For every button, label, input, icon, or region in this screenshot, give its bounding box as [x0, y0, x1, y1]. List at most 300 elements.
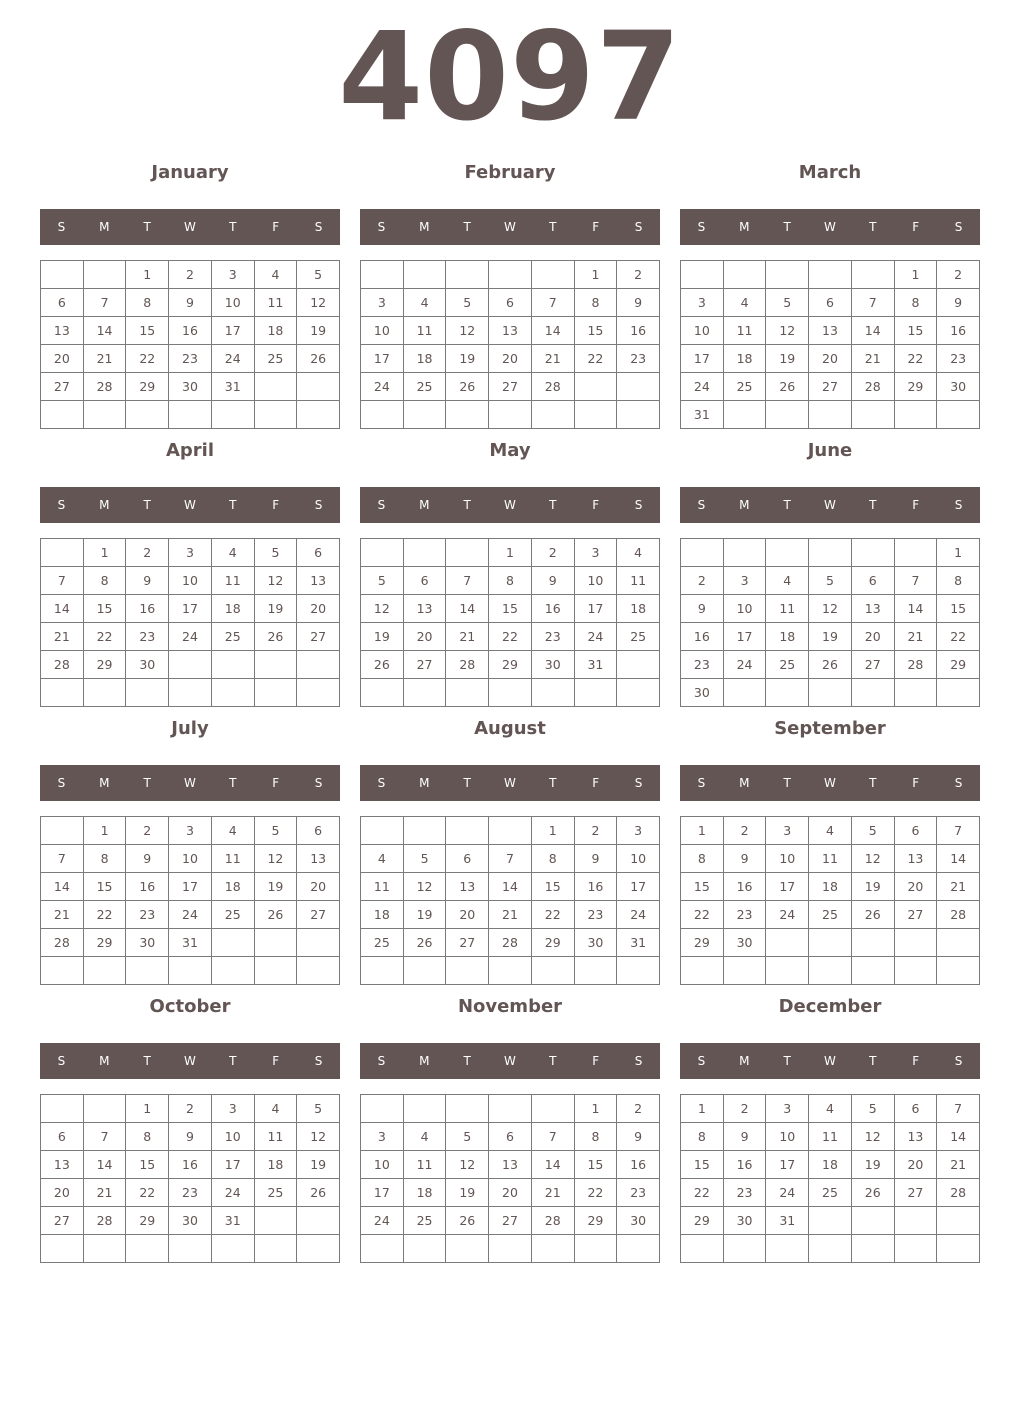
day-cell: 3	[169, 539, 212, 567]
weekday-label: W	[504, 776, 516, 790]
day-cell: 10	[766, 1123, 809, 1151]
day-cell: 5	[766, 289, 809, 317]
empty-cell	[361, 261, 404, 289]
day-cell: 2	[169, 1095, 212, 1123]
weekday-label: S	[634, 776, 643, 790]
day-cell: 26	[809, 651, 852, 679]
day-cell: 12	[361, 595, 404, 623]
empty-cell	[297, 373, 340, 401]
day-cell: 13	[489, 1151, 532, 1179]
day-cell: 22	[84, 901, 127, 929]
day-cell: 19	[255, 595, 298, 623]
day-cell: 23	[617, 1179, 660, 1207]
weekday-label: F	[272, 498, 280, 512]
day-cell: 21	[852, 345, 895, 373]
empty-cell	[361, 817, 404, 845]
day-cell: 15	[126, 317, 169, 345]
day-cell: 3	[575, 539, 618, 567]
empty-cell	[852, 261, 895, 289]
day-cell: 14	[532, 317, 575, 345]
weekday-label: F	[912, 776, 920, 790]
day-cell: 27	[489, 1207, 532, 1235]
day-cell: 14	[41, 595, 84, 623]
day-cell: 17	[575, 595, 618, 623]
day-cell: 18	[361, 901, 404, 929]
day-cell: 5	[297, 1095, 340, 1123]
day-cell: 11	[809, 1123, 852, 1151]
weekday-header	[680, 487, 980, 523]
month-name: March	[798, 162, 862, 183]
empty-cell	[84, 679, 127, 707]
weekday-label: F	[912, 498, 920, 512]
day-cell: 16	[724, 873, 767, 901]
weekday-label: T	[783, 1054, 791, 1068]
empty-cell	[446, 1095, 489, 1123]
empty-cell	[297, 1235, 340, 1263]
empty-cell	[446, 539, 489, 567]
weekday-header	[40, 209, 340, 245]
day-cell: 21	[84, 1179, 127, 1207]
weekday-label: T	[783, 498, 791, 512]
weekday-label: S	[377, 776, 386, 790]
day-cell: 6	[41, 1123, 84, 1151]
day-cell: 9	[169, 1123, 212, 1151]
day-cell: 16	[169, 1151, 212, 1179]
day-cell: 1	[84, 539, 127, 567]
day-cell: 22	[84, 623, 127, 651]
day-cell: 8	[84, 845, 127, 873]
weekday-label: S	[314, 776, 323, 790]
day-cell: 5	[361, 567, 404, 595]
empty-cell	[575, 1235, 618, 1263]
day-cell: 4	[212, 817, 255, 845]
weekday-label: M	[99, 498, 110, 512]
day-cell: 12	[852, 845, 895, 873]
day-cell: 28	[532, 1207, 575, 1235]
day-cell: 16	[724, 1151, 767, 1179]
day-cell: 28	[446, 651, 489, 679]
weekday-label: W	[824, 1054, 836, 1068]
day-cell: 30	[169, 1207, 212, 1235]
empty-cell	[895, 679, 938, 707]
day-cell: 2	[617, 261, 660, 289]
empty-cell	[766, 261, 809, 289]
day-cell: 28	[84, 1207, 127, 1235]
day-cell: 1	[532, 817, 575, 845]
day-cell: 29	[126, 1207, 169, 1235]
day-cell: 25	[724, 373, 767, 401]
empty-cell	[446, 1235, 489, 1263]
day-cell: 25	[255, 1179, 298, 1207]
day-cell: 28	[937, 1179, 980, 1207]
weekday-label: T	[143, 220, 151, 234]
day-cell: 15	[681, 1151, 724, 1179]
weekday-label: S	[57, 220, 66, 234]
day-cell: 12	[766, 317, 809, 345]
weekday-label: W	[504, 498, 516, 512]
weekday-label: S	[954, 776, 963, 790]
empty-cell	[41, 817, 84, 845]
day-cell: 8	[575, 289, 618, 317]
day-cell: 2	[937, 261, 980, 289]
empty-cell	[617, 651, 660, 679]
day-cell: 17	[724, 623, 767, 651]
day-cell: 27	[41, 1207, 84, 1235]
day-cell: 25	[255, 345, 298, 373]
empty-cell	[489, 1235, 532, 1263]
empty-cell	[681, 957, 724, 985]
month-august	[360, 712, 660, 985]
day-cell: 9	[532, 567, 575, 595]
day-cell: 21	[446, 623, 489, 651]
day-cell: 29	[575, 1207, 618, 1235]
day-cell: 26	[297, 1179, 340, 1207]
day-cell: 22	[532, 901, 575, 929]
day-cell: 21	[937, 873, 980, 901]
empty-cell	[532, 261, 575, 289]
weekday-label: W	[824, 776, 836, 790]
empty-cell	[169, 957, 212, 985]
day-cell: 23	[126, 623, 169, 651]
empty-cell	[895, 1235, 938, 1263]
day-cell: 22	[575, 1179, 618, 1207]
day-cell: 10	[724, 595, 767, 623]
empty-cell	[937, 401, 980, 429]
day-cell: 7	[84, 289, 127, 317]
empty-cell	[937, 1207, 980, 1235]
day-cell: 7	[852, 289, 895, 317]
day-cell: 31	[212, 373, 255, 401]
day-cell: 6	[297, 539, 340, 567]
day-cell: 12	[297, 289, 340, 317]
day-cell: 23	[532, 623, 575, 651]
day-cell: 5	[255, 539, 298, 567]
day-cell: 9	[937, 289, 980, 317]
day-cell: 19	[446, 1179, 489, 1207]
weekday-label: F	[912, 220, 920, 234]
day-cell: 6	[809, 289, 852, 317]
day-cell: 6	[297, 817, 340, 845]
empty-cell	[575, 401, 618, 429]
day-cell: 30	[937, 373, 980, 401]
day-cell: 7	[532, 1123, 575, 1151]
day-cell: 12	[404, 873, 447, 901]
day-cell: 8	[937, 567, 980, 595]
day-cell: 8	[126, 289, 169, 317]
day-cell: 13	[41, 1151, 84, 1179]
day-cell: 9	[724, 1123, 767, 1151]
empty-cell	[852, 929, 895, 957]
empty-cell	[575, 679, 618, 707]
empty-cell	[532, 679, 575, 707]
day-cell: 17	[212, 317, 255, 345]
empty-cell	[404, 401, 447, 429]
day-cell: 2	[126, 539, 169, 567]
day-cell: 9	[169, 289, 212, 317]
empty-cell	[809, 929, 852, 957]
day-cell: 7	[84, 1123, 127, 1151]
empty-cell	[532, 1235, 575, 1263]
day-cell: 31	[681, 401, 724, 429]
weekday-label: W	[504, 220, 516, 234]
day-cell: 1	[895, 261, 938, 289]
empty-cell	[937, 957, 980, 985]
weekday-label: S	[57, 1054, 66, 1068]
empty-cell	[724, 957, 767, 985]
day-cell: 4	[766, 567, 809, 595]
day-cell: 18	[809, 873, 852, 901]
weekday-label: W	[504, 1054, 516, 1068]
day-grid	[360, 538, 660, 707]
day-cell: 1	[575, 261, 618, 289]
day-cell: 27	[852, 651, 895, 679]
empty-cell	[852, 957, 895, 985]
day-cell: 8	[84, 567, 127, 595]
empty-cell	[575, 957, 618, 985]
weekday-label: M	[419, 220, 430, 234]
empty-cell	[489, 957, 532, 985]
empty-cell	[766, 1235, 809, 1263]
day-cell: 19	[255, 873, 298, 901]
empty-cell	[404, 539, 447, 567]
day-cell: 14	[41, 873, 84, 901]
weekday-label: T	[549, 220, 557, 234]
empty-cell	[617, 373, 660, 401]
empty-cell	[361, 539, 404, 567]
day-cell: 5	[852, 817, 895, 845]
day-cell: 7	[489, 845, 532, 873]
day-cell: 11	[212, 567, 255, 595]
day-cell: 10	[617, 845, 660, 873]
empty-cell	[724, 401, 767, 429]
weekday-label: M	[99, 220, 110, 234]
day-cell: 12	[255, 845, 298, 873]
day-cell: 9	[575, 845, 618, 873]
weekday-label: M	[739, 776, 750, 790]
day-cell: 27	[895, 901, 938, 929]
weekday-label: S	[57, 776, 66, 790]
weekday-header	[360, 765, 660, 801]
weekday-label: W	[824, 498, 836, 512]
day-cell: 5	[809, 567, 852, 595]
day-cell: 18	[809, 1151, 852, 1179]
weekday-header	[360, 1043, 660, 1079]
empty-cell	[446, 261, 489, 289]
day-cell: 31	[766, 1207, 809, 1235]
weekday-label: S	[377, 220, 386, 234]
day-cell: 8	[126, 1123, 169, 1151]
empty-cell	[681, 261, 724, 289]
day-grid	[40, 538, 340, 707]
weekday-label: T	[783, 220, 791, 234]
day-cell: 4	[809, 817, 852, 845]
day-cell: 29	[681, 1207, 724, 1235]
weekday-label: T	[143, 498, 151, 512]
weekday-header	[680, 765, 980, 801]
empty-cell	[446, 679, 489, 707]
empty-cell	[41, 261, 84, 289]
empty-cell	[766, 401, 809, 429]
empty-cell	[809, 679, 852, 707]
day-cell: 22	[895, 345, 938, 373]
day-cell: 3	[724, 567, 767, 595]
day-cell: 7	[532, 289, 575, 317]
day-cell: 4	[617, 539, 660, 567]
day-cell: 20	[489, 1179, 532, 1207]
day-cell: 23	[169, 1179, 212, 1207]
day-cell: 14	[84, 317, 127, 345]
weekday-label: F	[592, 1054, 600, 1068]
day-cell: 19	[297, 1151, 340, 1179]
day-cell: 26	[446, 373, 489, 401]
month-name: September	[774, 718, 886, 739]
empty-cell	[724, 261, 767, 289]
empty-cell	[404, 679, 447, 707]
weekday-label: M	[99, 776, 110, 790]
day-cell: 22	[126, 1179, 169, 1207]
day-cell: 11	[255, 1123, 298, 1151]
weekday-header	[360, 209, 660, 245]
day-cell: 5	[255, 817, 298, 845]
day-cell: 14	[84, 1151, 127, 1179]
empty-cell	[297, 1207, 340, 1235]
empty-cell	[126, 679, 169, 707]
weekday-label: T	[869, 776, 877, 790]
day-cell: 15	[575, 317, 618, 345]
day-cell: 18	[404, 1179, 447, 1207]
empty-cell	[446, 401, 489, 429]
empty-cell	[724, 1235, 767, 1263]
empty-cell	[937, 679, 980, 707]
day-cell: 26	[852, 901, 895, 929]
empty-cell	[681, 539, 724, 567]
day-cell: 11	[255, 289, 298, 317]
day-cell: 18	[212, 595, 255, 623]
day-cell: 16	[169, 317, 212, 345]
empty-cell	[809, 401, 852, 429]
day-cell: 20	[895, 873, 938, 901]
empty-cell	[532, 957, 575, 985]
empty-cell	[446, 957, 489, 985]
empty-cell	[937, 929, 980, 957]
month-november	[360, 990, 660, 1263]
empty-cell	[766, 539, 809, 567]
empty-cell	[895, 957, 938, 985]
day-cell: 3	[681, 289, 724, 317]
day-cell: 13	[809, 317, 852, 345]
empty-cell	[937, 1235, 980, 1263]
day-cell: 16	[575, 873, 618, 901]
empty-cell	[255, 929, 298, 957]
day-cell: 19	[852, 873, 895, 901]
weekday-label: W	[184, 776, 196, 790]
day-cell: 22	[489, 623, 532, 651]
day-cell: 18	[766, 623, 809, 651]
weekday-label: S	[954, 1054, 963, 1068]
day-cell: 24	[681, 373, 724, 401]
weekday-label: S	[697, 220, 706, 234]
weekday-label: T	[463, 776, 471, 790]
empty-cell	[255, 1235, 298, 1263]
empty-cell	[852, 539, 895, 567]
day-cell: 19	[852, 1151, 895, 1179]
day-grid	[360, 1094, 660, 1263]
weekday-label: W	[184, 498, 196, 512]
day-cell: 5	[852, 1095, 895, 1123]
weekday-label: S	[634, 498, 643, 512]
day-cell: 4	[361, 845, 404, 873]
day-cell: 27	[809, 373, 852, 401]
day-cell: 16	[126, 595, 169, 623]
day-cell: 15	[895, 317, 938, 345]
day-cell: 19	[404, 901, 447, 929]
day-cell: 13	[852, 595, 895, 623]
empty-cell	[212, 957, 255, 985]
day-cell: 13	[41, 317, 84, 345]
empty-cell	[255, 957, 298, 985]
empty-cell	[489, 817, 532, 845]
day-cell: 23	[126, 901, 169, 929]
day-cell: 18	[404, 345, 447, 373]
day-cell: 7	[41, 845, 84, 873]
empty-cell	[41, 957, 84, 985]
empty-cell	[681, 1235, 724, 1263]
day-cell: 20	[41, 345, 84, 373]
weekday-label: W	[184, 220, 196, 234]
day-cell: 30	[724, 929, 767, 957]
day-cell: 20	[404, 623, 447, 651]
day-grid	[680, 260, 980, 429]
day-cell: 1	[937, 539, 980, 567]
day-cell: 3	[361, 1123, 404, 1151]
weekday-label: W	[184, 1054, 196, 1068]
day-cell: 29	[126, 373, 169, 401]
empty-cell	[41, 679, 84, 707]
day-cell: 30	[617, 1207, 660, 1235]
empty-cell	[404, 1235, 447, 1263]
weekday-label: F	[592, 776, 600, 790]
day-cell: 15	[937, 595, 980, 623]
month-name: January	[151, 162, 229, 183]
empty-cell	[255, 651, 298, 679]
day-cell: 13	[895, 845, 938, 873]
weekday-label: M	[99, 1054, 110, 1068]
weekday-label: F	[592, 220, 600, 234]
day-cell: 17	[681, 345, 724, 373]
day-cell: 27	[404, 651, 447, 679]
day-cell: 14	[446, 595, 489, 623]
day-cell: 7	[937, 1095, 980, 1123]
day-cell: 12	[446, 317, 489, 345]
day-cell: 18	[255, 317, 298, 345]
empty-cell	[809, 957, 852, 985]
empty-cell	[41, 1235, 84, 1263]
day-cell: 24	[766, 1179, 809, 1207]
day-cell: 28	[895, 651, 938, 679]
day-cell: 25	[404, 373, 447, 401]
day-cell: 30	[681, 679, 724, 707]
day-grid	[360, 816, 660, 985]
empty-cell	[809, 261, 852, 289]
day-cell: 19	[297, 317, 340, 345]
empty-cell	[532, 401, 575, 429]
day-cell: 2	[617, 1095, 660, 1123]
day-grid	[680, 538, 980, 707]
day-cell: 10	[766, 845, 809, 873]
weekday-label: W	[824, 220, 836, 234]
day-cell: 3	[766, 817, 809, 845]
day-cell: 8	[575, 1123, 618, 1151]
